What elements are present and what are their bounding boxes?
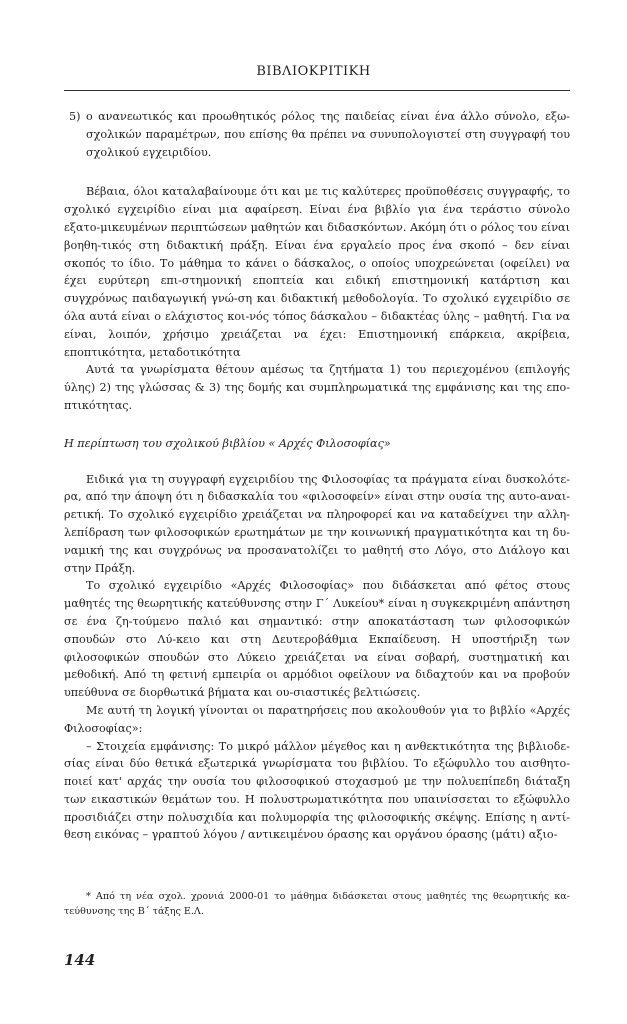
paragraph-1: Βέβαια, όλοι καταλαβαίνουμε ότι και με τις καλύτερες προϋποθέσεις συγγραφής, το σχολικό εγχειρίδιο είναι μια αφαίρεση. Είναι ένα βιβλίο για ένα τεράστιο σύνολο εξατο-μικευμένων περιπτώσεων μαθητών και διδασκόντων. Ακόμη ότι ο ρόλος του είναι βοηθη-τικός στη διδακτική πράξη. Είναι ένα εργαλείο προς ένα σκοπό – δεν είναι σκοπός το ίδιο. Το μάθημα το κάνει ο δάσκαλος, ο οποίος υποχρεώνεται (οφείλει) να έχει ευρύτερη επι-στημονική εποπτεία και ειδική επιστημονική κατάρτιση και συγχρόνως παιδαγωγική γνώ-ση και διδακτική μεθοδολογία. Το σχολικό εγχειρίδιο σε όλα αυτά είναι ο ελάχιστος κοι-νός τόπος δάσκαλου – διδακτέας ύλης – μαθητή. Για να είναι, λοιπόν, χρήσιμο χρειάζεται να έχει: Επιστημονική επάρκεια, ακρίβεια, εποπτικότητα, μεταδοτικότητα <box>64 185 570 359</box>
paragraph-4: Το σχολικό εγχειρίδιο «Αρχές Φιλοσοφίας» που διδάσκεται από φέτος στους μαθητές της θεωρητικής κατεύθυνσης στην Γ΄ Λυκείου* είναι η συγκεκριμένη απάντηση σε ένα ζη-τούμενο παλιό και σημαντικό: στην αποκατάσταση των φιλοσοφικών σπουδών στο Λύ-κειο και στη Δευτεροβάθμια Εκπαίδευση. Η υποστήριξη των φιλοσοφικών σπουδών στο Λύκειο χρειάζεται να είναι σοβαρή, συστηματική και μεθοδική. Από τη φετινή εμπειρία οι αρμόδιοι οφείλουν να διδαχτούν και να προβούν υπεύθυνα σε διορθωτικά βήματα και ου-σιαστικές βελτιώσεις. <box>64 579 570 700</box>
page-body <box>64 108 570 844</box>
paragraph-2: Αυτά τα γνωρίσματα θέτουν αμέσως τα ζητήματα 1) του περιεχομένου (επιλογής ύλης) 2) της γλώσσας & 3) της δομής και συμπληρωματικά της εμφάνισης και της επο-πτικότητας. <box>64 363 570 412</box>
paragraph-6: – Στοιχεία εμφάνισης: Το μικρό μάλλον μέγεθος και η ανθεκτικότητα της βιβλιοδε-σίας είναι δύο θετικά εξωτερικά γνωρίσματα του βιβλίου. Το εξώφυλλο του αισθητο-ποιεί κατ' αρχάς την ουσία του φιλοσοφικού στοχασμού με την πολυεπίπεδη διάταξη των εικαστικών θεμάτων του. Η πολυστρωματικότητα που υπαινίσσεται το εξώφυλλο προσιδιάζει στην πολυσχιδία και πολυμορφία της φιλοσοφικής σκέψης. Επίσης η αντί-θεση εικόνας – γραπτού λόγου / αντικειμένου όρασης και οργάνου όρασης (μάτι) αξιο- <box>64 739 570 842</box>
paragraph-3: Ειδικά για τη συγγραφή εγχειριδίου της Φιλοσοφίας τα πράγματα είναι δυσκολότε-ρα, από την άποψη ότι η διδασκαλία του «φιλοσοφείν» είναι στην ουσία της αυτο-αναι-ρετική. Το σχολικό εγχειρίδιο χρειάζεται να πληροφορεί και να καταδείχνει την αλλη-λεπίδραση των φιλοσοφικών ερωτημάτων με την κοινωνική πραγματικότητα και τη δυ-ναμική της και συγχρόνως να προσανατολίζει το μαθητή στο Λόγο, στο Διάλογο και στην Πράξη. <box>64 472 570 575</box>
paragraph-5: Με αυτή τη λογική γίνονται οι παρατηρήσεις που ακολουθούν για το βιβλίο «Αρχές Φιλοσοφίας»: <box>64 703 570 735</box>
page-number: 144 <box>64 951 96 969</box>
footnote: * Από τη νέα σχολ. χρονιά 2000-01 το μάθημα διδάσκεται στους μαθητές της θεωρητικής κα-τεύθυνσης της Β΄ τάξης Ε.Λ. <box>64 891 570 917</box>
header-rule <box>64 90 570 91</box>
section-title: Η περίπτωση του σχολικού βιβλίου « Αρχές Φιλοσοφίας» <box>64 436 391 450</box>
list-item-5: 5) ο ανανεωτικός και προωθητικός ρόλος της παιδείας είναι ένα άλλο σύνολο, εξω-σχολικών παραμέτρων, που επίσης θα πρέπει να συνυπολογιστεί στη συγγραφή του σχολικού εγχειριδίου. <box>69 110 570 159</box>
running-header: ΒΙΒΛΙΟΚΡΙΤΙΚΗ <box>256 64 371 79</box>
